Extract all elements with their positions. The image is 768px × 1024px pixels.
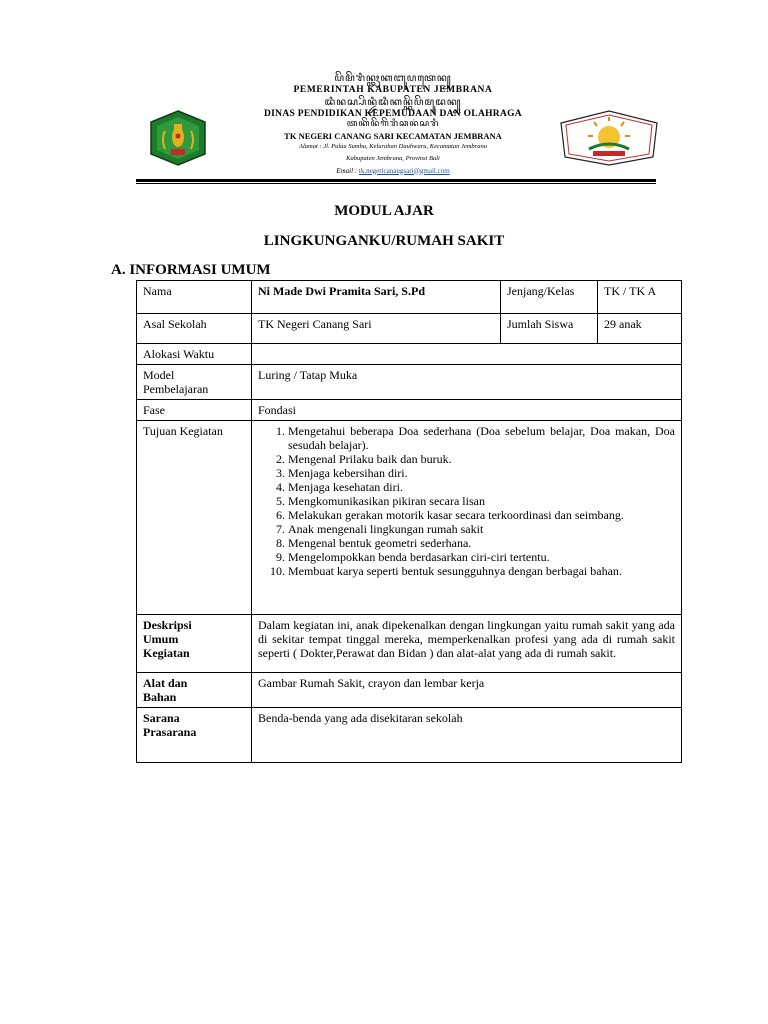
table-row [137,708,682,763]
sekolah-value: TK Negeri Canang Sari [252,314,501,344]
fase-label: Fase [137,400,252,421]
kabupaten-jembrana-logo [147,109,209,167]
deskripsi-label-line-2: Umum [143,632,179,646]
list-item: 3. Menjaga kebersihan diri. [288,466,675,480]
list-item: 1. Mengetahui beberapa Doa sederhana (Doa sebelum belajar, Doa makan, Doa sesudah belajar). [288,424,675,452]
balinese-script-line-1: ꦥꦼꦩꦼꦫꦶꦤ꧀ꦠꦃꦏꦧꦸꦥꦠꦺꦤ꧀ [334,73,452,84]
deskripsi-label [137,615,252,673]
tujuan-value [252,421,682,615]
school-region: Kabupaten Jembrana, Provinsi Bali [346,155,440,162]
sarana-label-line-1: Sarana [143,711,180,725]
list-item: 9. Mengelompokkan benda berdasarkan ciri-ciri tertentu. [288,550,675,564]
table-row [137,344,682,365]
letterhead-text [228,74,558,175]
deskripsi-label-line-3: Kegiatan [143,646,190,660]
info-table [136,280,682,763]
list-item: 10. Membuat karya seperti bentuk sesungguhnya dengan berbagai bahan. [288,564,675,578]
model-value: Luring / Tatap Muka [252,365,682,400]
nama-value: Ni Made Dwi Pramita Sari, S.Pd [252,281,501,314]
model-label-line-1: Model [143,368,175,382]
table-row [137,365,682,400]
jenjang-label: Jenjang/Kelas [501,281,598,314]
email-label: Email : [336,166,358,175]
table-row [137,673,682,708]
nama-label: Nama [137,281,252,314]
letterhead-rule-thin [136,183,656,184]
department-name: DINAS PENDIDIKAN KEPEMUDAAN DAN OLAHRAGA [264,108,522,119]
list-item: 7. Anak mengenali lingkungan rumah sakit [288,522,675,536]
tujuan-label: Tujuan Kegiatan [137,421,252,615]
list-item: 6. Melakukan gerakan motorik kasar secara terkoordinasi dan seimbang. [288,508,675,522]
balinese-script-line-2: ꦢꦶꦤꦱ꧀ꦥꦼꦤ꧀ꦢꦶꦢꦶꦏꦤ꧀ꦏꦼꦥꦼꦩꦸꦢꦤ꧀ [324,96,462,108]
school-name: TK NEGERI CANANG SARI KECAMATAN JEMBRANA [284,131,502,141]
sekolah-label: Asal Sekolah [137,314,252,344]
list-item: 4. Menjaga kesehatan diri. [288,480,675,494]
letterhead-rule-thick [136,179,656,182]
section-heading: A. INFORMASI UMUM [111,262,271,278]
table-row [137,281,682,314]
table-row [137,615,682,673]
deskripsi-value: Dalam kegiatan ini, anak dipekenalkan dengan lingkungan yaitu rumah sakit yang ada di sekitar tempat tinggal mereka, memperkenalkan profesi yang ada di rumah sakit seperti ( Dokter,Perawat dan Bidan ) dan alat-alat yang ada di rumah sakit. [252,615,682,673]
deskripsi-label-line-1: Deskripsi [143,618,192,632]
table-row [137,400,682,421]
fase-value: Fondasi [252,400,682,421]
list-item: 8. Mengenal bentuk geometri sederhana. [288,536,675,550]
document-subtitle: LINGKUNGANKU/RUMAH SAKIT [263,233,505,249]
table-row [137,421,682,615]
tk-canang-sari-logo [557,109,661,167]
sarana-value: Benda-benda yang ada disekitaran sekolah [252,708,682,763]
model-label-line-2: Pembelajaran [143,382,209,396]
school-address: Alamat : Jl. Pulau Sumba, Kelurahan Dauhwaru, Kecamatan Jembrana [299,142,487,150]
balinese-script-line-3: ꦠꦏꦼꦤꦼꦒꦼꦫꦶꦕꦤꦁꦱꦫꦶ [346,119,440,129]
document-title: MODUL AJAR [334,203,434,219]
alokasi-value [252,344,682,365]
alat-label-line-2: Bahan [143,690,177,704]
government-name: PEMERINTAH KABUPATEN JEMBRANA [293,85,493,95]
alat-label [137,673,252,708]
tujuan-list [258,424,675,578]
sarana-label [137,708,252,763]
school-email [228,168,558,175]
letterhead [0,0,768,185]
sarana-label-line-2: Prasarana [143,725,197,739]
email-link[interactable]: tk.negericanangsari@gmail.com [358,166,450,175]
jenjang-value: TK / TK A [598,281,682,314]
alat-label-line-1: Alat dan [143,676,188,690]
model-label [137,365,252,400]
alat-value: Gambar Rumah Sakit, crayon dan lembar kerja [252,673,682,708]
table-row [137,314,682,344]
list-item: 2. Mengenal Prilaku baik dan buruk. [288,452,675,466]
list-item: 5. Mengkomunikasikan pikiran secara lisan [288,494,675,508]
siswa-label: Jumlah Siswa [501,314,598,344]
siswa-value: 29 anak [598,314,682,344]
alokasi-label: Alokasi Waktu [137,344,252,365]
